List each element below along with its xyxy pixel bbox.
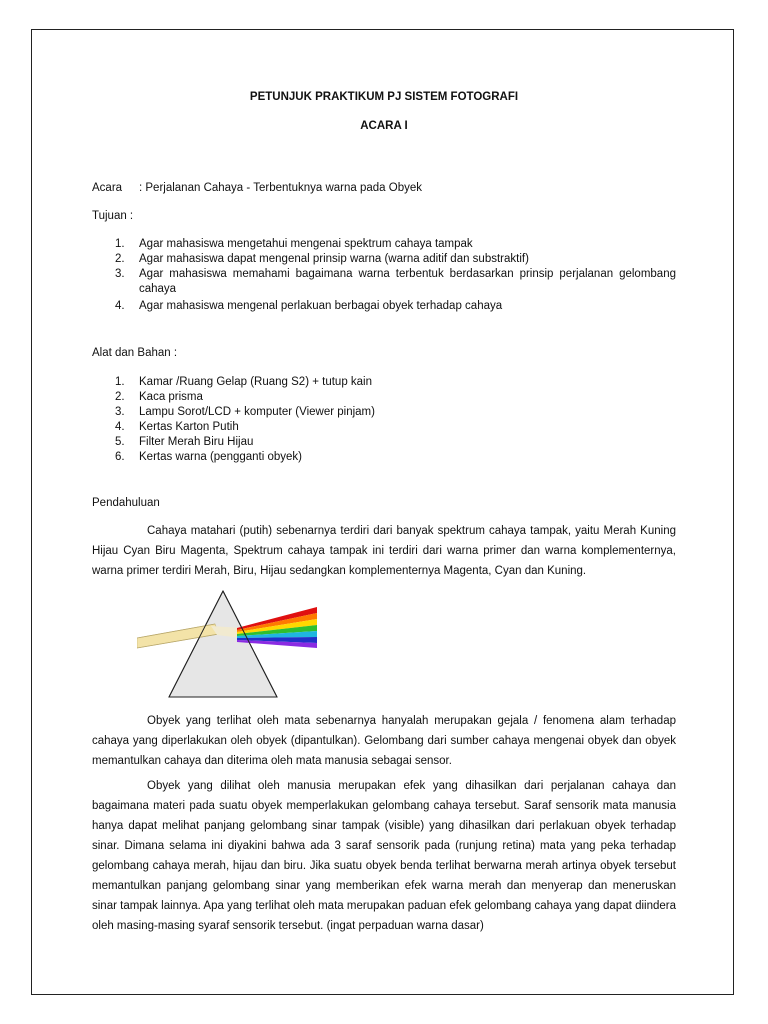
document-title: PETUNJUK PRAKTIKUM PJ SISTEM FOTOGRAFI (249, 91, 519, 103)
paragraph-perception: Obyek yang dilihat oleh manusia merupakan efek yang dihasilkan dari perjalanan cahaya dan bagaimana materi pada suatu obyek memperlakukan gelombang cahaya tersebut. Saraf sensorik mata manusia hanya dapat melihat panjang gelombang sinar tampak (visible) yang dihasilkan dari perlakuan obyek terhadap sinar. Dimana selama ini diyakini bahwa ada 3 saraf sensorik pada (runjung retina) mata yang peka terhadap gelombang cahaya merah, hijau dan biru. Jika suatu obyek benda terlihat berwarna merah artinya obyek tersebut memantulkan panjang gelombang sinar yang memberikan efek warna merah dan menyerap dan meneruskan sinar tampak lainnya. Apa yang terlihat oleh mata merupakan paduan efek gelombang cahaya yang dapat diindera oleh masing-masing syaraf sensorik tersebut. (ingat perpaduan warna dasar) (92, 780, 676, 932)
tujuan-label: Tujuan : (92, 210, 134, 222)
list-number: 4. (115, 300, 125, 312)
list-item: Kamar /Ruang Gelap (Ruang S2) + tutup kain (139, 376, 373, 388)
acara-label: Acara (92, 182, 123, 194)
document-subtitle: ACARA I (360, 120, 408, 132)
list-number: 6. (115, 451, 125, 463)
list-item: Agar mahasiswa mengetahui mengenai spektrum cahaya tampak (139, 238, 473, 250)
list-number: 3. (115, 406, 125, 418)
list-item: Kertas Karton Putih (139, 421, 239, 433)
acara-value: : Perjalanan Cahaya - Terbentuknya warna pada Obyek (139, 182, 422, 194)
list-item: Kaca prisma (139, 391, 203, 403)
paragraph-object: Obyek yang terlihat oleh mata sebenarnya hanyalah merupakan gejala / fenomena alam terhadap cahaya yang diperlakukan oleh obyek (dipantulkan). Gelombang dari sumber cahaya mengenai obyek dan obyek memantulkan cahaya dan diterima oleh mata manusia sebagai sensor. (92, 715, 676, 767)
list-item: Agar mahasiswa mengenal perlakuan berbagai obyek terhadap cahaya (139, 300, 503, 312)
alat-label: Alat dan Bahan : (92, 347, 178, 359)
list-item: Lampu Sorot/LCD + komputer (Viewer pinjam) (139, 406, 375, 418)
list-number: 1. (115, 376, 125, 388)
list-item: Agar mahasiswa memahami bagaimana warna terbentuk berdasarkan prinsip perjalanan gelombang cahaya (139, 268, 676, 295)
list-number: 2. (115, 253, 125, 265)
list-number: 3. (115, 268, 125, 280)
pendahuluan-heading: Pendahuluan (92, 497, 160, 509)
list-number: 4. (115, 421, 125, 433)
prism-illustration (137, 586, 317, 701)
prism-shape (169, 591, 277, 697)
list-number: 5. (115, 436, 125, 448)
list-item: Kertas warna (pengganti obyek) (139, 451, 303, 463)
list-number: 2. (115, 391, 125, 403)
list-number: 1. (115, 238, 125, 250)
paragraph-intro: Cahaya matahari (putih) sebenarnya terdiri dari banyak spektrum cahaya tampak, yaitu Merah Kuning Hijau Cyan Biru Magenta, Spektrum cahaya tampak ini terdiri dari warna primer dan warna komplementernya, warna primer terdiri Merah, Biru, Hijau sedangkan komplementernya Magenta, Cyan dan Kuning. (92, 525, 676, 577)
list-item: Filter Merah Biru Hijau (139, 436, 254, 448)
list-item: Agar mahasiswa dapat mengenal prinsip warna (warna aditif dan substraktif) (139, 253, 529, 265)
